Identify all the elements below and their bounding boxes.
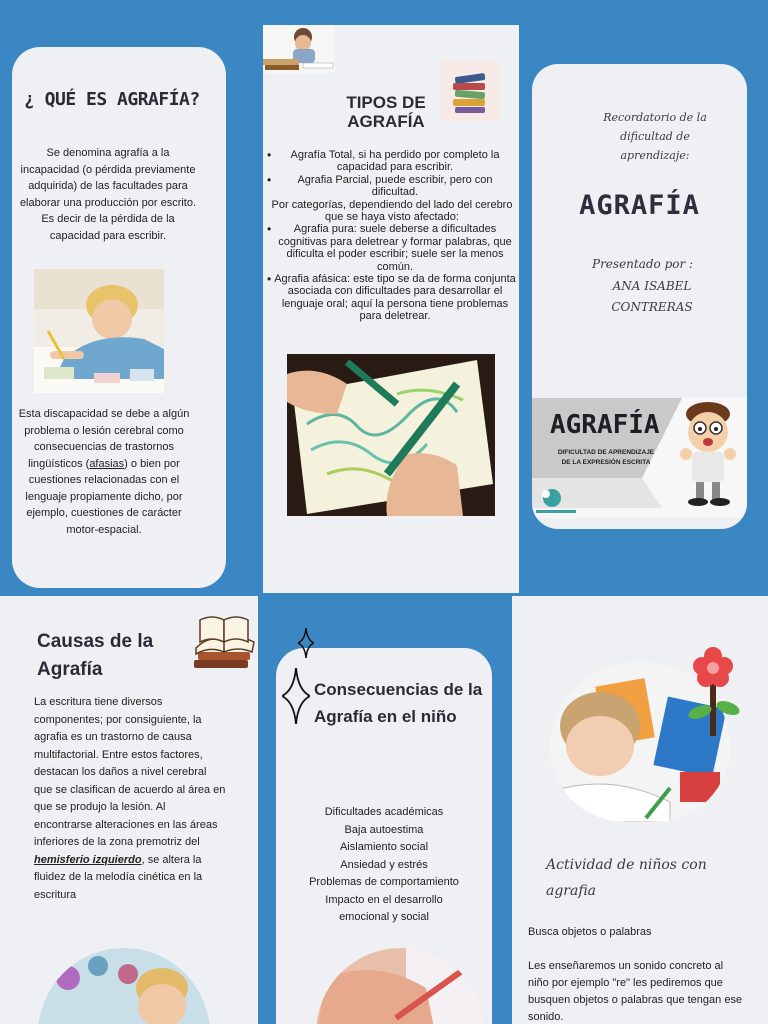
consequence-item: Ansiedad y estrés xyxy=(340,858,428,871)
panel-title: Causas de la Agrafía xyxy=(37,631,154,680)
reminder-text: Recordatorio de la dificultad de aprendizaje: xyxy=(603,111,707,162)
consequence-item: Aislamiento social xyxy=(339,841,429,853)
panel-title: TIPOS DE AGRAFÍA xyxy=(346,93,426,131)
banner-subtitle-line: DE LA EXPRESIÓN ESCRITA xyxy=(561,459,651,466)
sparkle-icon xyxy=(282,668,310,724)
panel-actividad xyxy=(512,596,768,1024)
sparkle-icon xyxy=(298,628,314,658)
photo-tired-student xyxy=(263,25,335,73)
panel-tipos-de-agrafia xyxy=(263,25,519,593)
banner-title: AGRAFÍA xyxy=(550,410,660,440)
causes-text-start: La escritura tiene diversos componentes; por consiguiente, la agrafia es un trastorno de causa multifactorial. Entre estos factores, destacan los daños a nivel cerebral que se clasifican de acuerdo al área en que se produjo la lesión. Al encontrarse alteraciones en las áreas inferiores de la zona premotriz del xyxy=(34,696,226,848)
types-list xyxy=(267,149,517,323)
causes-text-end: , se altera la fluidez de la melodía cinética en la escritura xyxy=(34,853,203,901)
panel-title: ¿ QUÉ ES AGRAFÍA? xyxy=(24,89,200,110)
photo-hand-writing xyxy=(287,354,495,516)
definition-paragraph: Se denomina agrafía a la incapacidad (o pérdida previamente adquirida) de las facultades para elaborar una producción por escrito. Es decir de la pérdida de la capacidad para escribir. xyxy=(19,147,197,242)
books-icon xyxy=(441,61,499,121)
causes-paragraph xyxy=(34,694,226,904)
presented-by-label: Presentado por : xyxy=(592,257,694,271)
consequence-item: Baja autoestima xyxy=(344,823,424,836)
cause-paragraph xyxy=(12,406,196,538)
type-item: • Agrafia Parcial, puede escribir, pero con dificultad. xyxy=(267,174,517,199)
consequence-item: Problemas de comportamiento xyxy=(309,876,459,888)
banner-subtitle-line: DIFICULTAD DE APRENDIZAJE xyxy=(557,449,655,456)
cause-text-end: ) o bien por cuestiones relacionadas con el lenguaje propiamente dicho, por ejemplo, cuestiones de carácter motor-espacial. xyxy=(25,457,183,536)
cause-text-start: Esta discapacidad se debe a algún problema o lesión cerebral como consecuencias de trastornos lingüísticos ( xyxy=(18,408,190,470)
activity-description: Les enseñaremos un sonido concreto al niño por ejemplo "re" les pediremos que busquen objetos o palabras que tengan ese sonido. xyxy=(528,960,743,1023)
photo-boy-bottom xyxy=(38,948,210,1024)
panel-que-es-agrafia xyxy=(12,47,226,588)
type-item: • Agrafia pura: suele deberse a dificultades cognitivas para deletrear y formar palabras, que dificulta el poder escribir; suele ser la menos común. xyxy=(267,223,517,273)
cover-title: AGRAFÍA xyxy=(579,190,700,221)
consequence-item: Impacto en el desarrollo emocional y social xyxy=(325,893,443,923)
type-item: • Agrafía Total, si ha perdido por completo la capacidad para escribir. xyxy=(267,149,517,174)
type-item: • Agrafia afásica: este tipo se da de forma conjunta asociada con dificultades para desarrollar el lenguaje oral; aquí la persona tiene problemas para deletrear. xyxy=(267,273,517,323)
activity-title: Actividad de niños con agrafia xyxy=(546,857,707,899)
flower-icon xyxy=(682,646,746,736)
panel-title: Consecuencias de la Agrafía en el niño xyxy=(314,680,483,726)
consequence-item: Dificultades académicas xyxy=(324,806,444,818)
author-name: ANA ISABEL CONTRERAS xyxy=(611,279,693,314)
panel-cover xyxy=(532,64,747,529)
activity-name: Busca objetos o palabras xyxy=(528,926,652,938)
banner-subtitle xyxy=(546,448,666,468)
photo-hands-writing xyxy=(316,948,486,1024)
hemisferio-link[interactable]: hemisferio izquierdo xyxy=(34,853,142,866)
cover-banner xyxy=(532,398,747,518)
consequences-list xyxy=(276,804,492,927)
afasias-link[interactable]: afasias xyxy=(89,457,125,470)
photo-boy-writing xyxy=(34,269,164,393)
type-item: Por categorías, dependiendo del lado del cerebro que se haya visto afectado: xyxy=(271,198,513,224)
panel-causas xyxy=(0,596,258,1024)
open-book-icon xyxy=(190,612,258,680)
